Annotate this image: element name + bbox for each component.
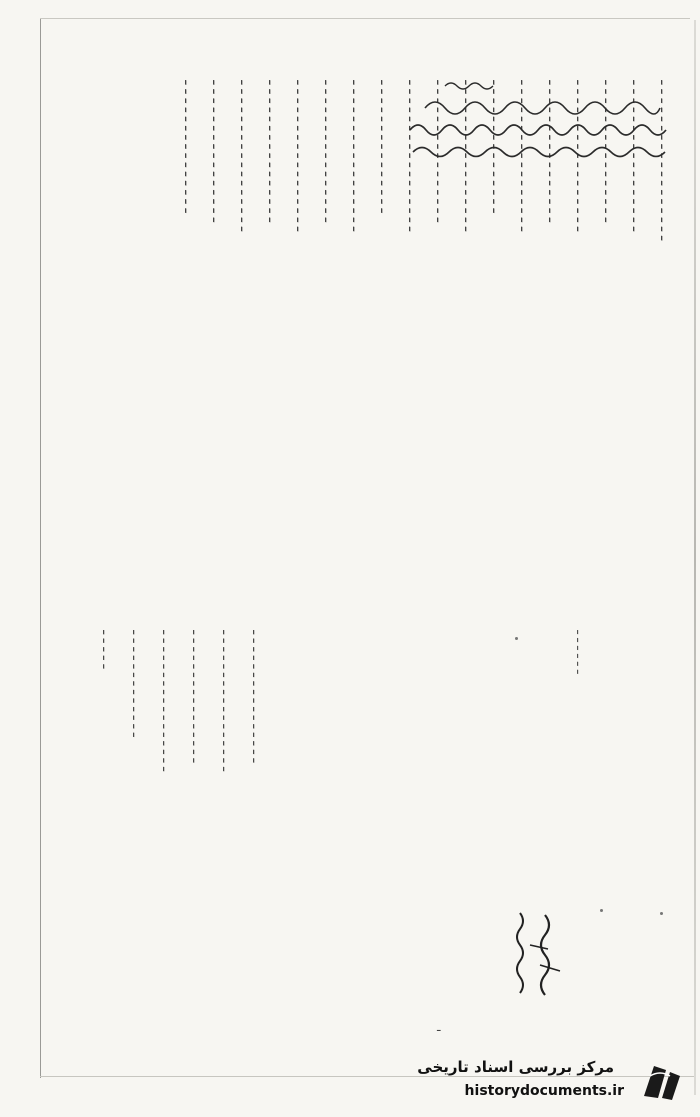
watermark <box>412 1052 694 1112</box>
handwritten-line: ـ ـ ـ ـ ـ ـ ـ ـ ـ ـ ـ ـ ـ ـ ـ ـ ـ <box>517 80 535 231</box>
handwritten-line: ـ ـ ـ ـ ـ ـ ـ ـ ـ ـ ـ ـ ـ ـ ـ ـ ـ <box>405 80 423 231</box>
handwritten-line: ـ ـ ـ ـ ـ ـ ـ ـ ـ ـ ـ ـ ـ ـ ـ ـ ـ <box>159 630 175 771</box>
handwritten-line: ـ ـ ـ ـ ـ ـ ـ ـ ـ ـ ـ ـ ـ ـ ـ ـ ـ <box>629 80 647 231</box>
handwritten-line: ـ ـ ـ ـ ـ ـ ـ ـ ـ ـ ـ ـ ـ ـ ـ ـ <box>601 80 619 222</box>
handwritten-line: ـ ـ ـ ـ ـ ـ ـ ـ ـ ـ ـ ـ ـ ـ ـ ـ <box>433 80 451 222</box>
handwritten-line: ـ ـ ـ ـ ـ ـ ـ ـ ـ ـ ـ ـ ـ <box>129 630 145 737</box>
handwritten-line: ـ ـ ـ ـ ـ ـ ـ ـ ـ ـ ـ ـ ـ ـ ـ ـ ـ <box>573 80 591 231</box>
margin-mark: ـ <box>437 1020 441 1034</box>
ink-dot <box>600 909 603 912</box>
handwritten-line: ـ ـ ـ ـ ـ ـ ـ ـ ـ ـ ـ ـ ـ ـ ـ ـ <box>545 80 563 222</box>
handwritten-line: ـ ـ ـ ـ ـ ـ ـ ـ ـ ـ ـ ـ ـ ـ ـ ـ <box>209 80 227 222</box>
archive-emblem-icon <box>636 1056 686 1106</box>
handwritten-line: ـ ـ ـ ـ ـ ـ ـ ـ ـ ـ ـ ـ ـ ـ ـ ـ ـ <box>293 80 311 231</box>
top-edge-rule <box>40 18 690 19</box>
signature <box>500 905 620 1015</box>
handwritten-line: ـ ـ ـ ـ ـ ـ ـ ـ ـ ـ ـ ـ ـ ـ ـ ـ ـ <box>349 80 367 231</box>
handwritten-line: ـ ـ ـ ـ ـ ـ ـ ـ ـ ـ ـ ـ ـ ـ ـ ـ ـ ـ <box>657 80 675 241</box>
handwritten-line: ـ ـ ـ ـ ـ ـ ـ ـ ـ ـ ـ ـ ـ ـ ـ <box>377 80 395 213</box>
side-note: ـ ـ ـ ـ ـ ـ <box>573 630 588 674</box>
handwritten-line: ـ ـ ـ ـ ـ ـ ـ ـ ـ ـ ـ ـ ـ ـ ـ ـ ـ <box>237 80 255 231</box>
right-page-edge <box>694 20 696 1095</box>
ink-dot <box>515 637 518 640</box>
handwritten-line: ـ ـ ـ ـ ـ ـ ـ ـ ـ ـ ـ ـ ـ ـ ـ ـ <box>321 80 339 222</box>
handwritten-line: ـ ـ ـ ـ ـ ـ ـ ـ ـ ـ ـ ـ ـ ـ ـ ـ <box>249 630 265 763</box>
watermark-title: مرکز بررسی اسناد تاریخی <box>417 1058 614 1076</box>
signature-strokes <box>500 905 620 1015</box>
handwritten-line: ـ ـ ـ ـ ـ ـ ـ ـ ـ ـ ـ ـ ـ ـ ـ ـ <box>265 80 283 222</box>
handwritten-line: ـ ـ ـ ـ ـ ـ ـ ـ ـ ـ ـ ـ ـ ـ ـ ـ ـ <box>219 630 235 771</box>
handwritten-line: ـ ـ ـ ـ ـ ـ ـ ـ ـ ـ ـ ـ ـ ـ ـ ـ <box>189 630 205 763</box>
handwritten-line: ـ ـ ـ ـ ـ ـ ـ ـ ـ ـ ـ ـ ـ ـ ـ <box>181 80 199 213</box>
ink-dot <box>660 912 663 915</box>
watermark-url: historydocuments.ir <box>464 1083 624 1099</box>
handwritten-line: ـ ـ ـ ـ ـ ـ ـ ـ ـ ـ ـ ـ ـ ـ ـ <box>489 80 507 213</box>
handwritten-line: ـ ـ ـ ـ ـ <box>99 630 115 669</box>
main-letter-body <box>60 80 680 600</box>
handwritten-line: ـ ـ ـ ـ ـ ـ ـ ـ ـ ـ ـ ـ ـ ـ ـ ـ ـ <box>461 80 479 231</box>
lower-letter-section <box>62 630 272 1050</box>
left-margin-rule <box>40 18 41 1078</box>
